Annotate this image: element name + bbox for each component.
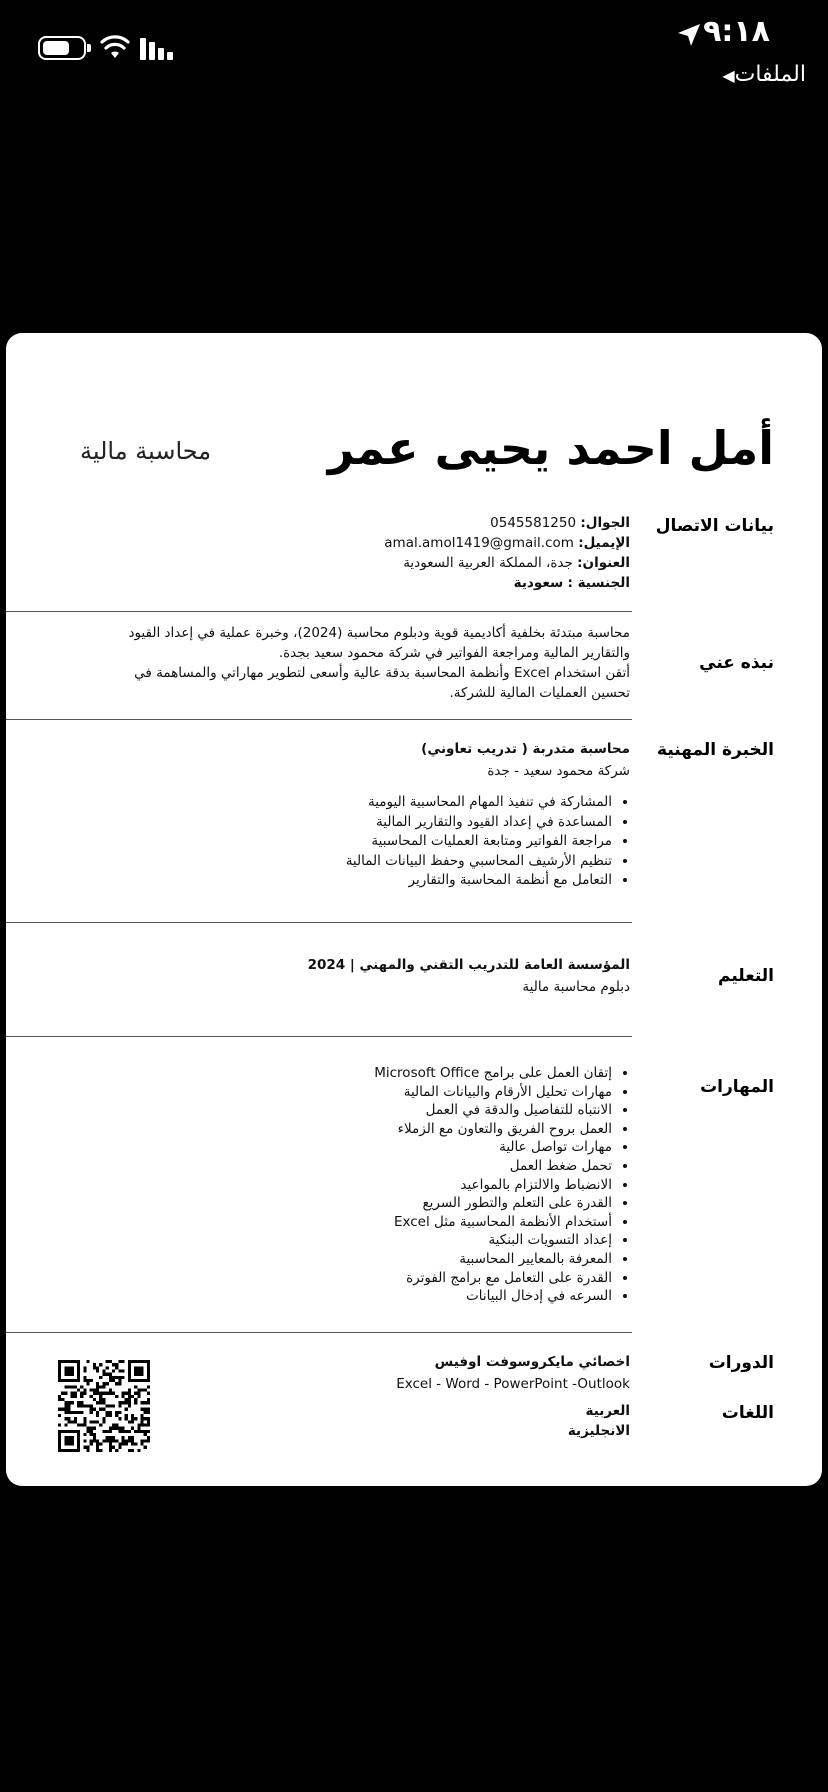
nationality-value: سعودية [513,575,564,591]
status-time: ٩:١٨ [703,14,770,49]
list-item: • مراجعة الفواتير ومتابعة العمليات المحاسبية [346,832,612,852]
list-item: • المساعدة في إعداد القيود والتقارير المالية [346,813,612,833]
divider [6,1332,632,1333]
list-item: • المشاركة في تنفيذ المهام المحاسبية اليومية [346,793,612,813]
courses-section-title: الدورات [708,1353,774,1373]
education-details [308,955,630,997]
language-item: الانجليزية [567,1423,630,1439]
job-position: محاسبة متدربة ( تدريب تعاوني) [421,741,630,757]
address-value: جدة، المملكة العربية السعودية [403,555,573,571]
divider [6,922,632,923]
list-item: • أستخدام الأنظمة المحاسبية مثل Excel [374,1213,612,1232]
education-section-title: التعليم [718,966,774,986]
resume-name: أمل احمد يحيى عمر [327,421,774,475]
about-text: محاسبة مبتدئة بخلفية أكاديمية قوية ودبلوم محاسبة (2024)، وخبرة عملية في إعداد القيود والتقارير المالية ومراجعة الفواتير في شركة محمود سعيد بجدة. أتقن استخدام Excel وأنظمة المحاسبة بدقة عالية وأسعى لتطوير مهاراتي والمساهمة في تحسين العمليات المالية للشركة. [128,625,630,701]
skills-list [374,1064,630,1306]
cellular-signal-icon [140,38,178,60]
languages-section-title: اللغات [721,1403,774,1423]
skills-section-title: المهارات [700,1077,774,1097]
list-item: • إعداد التسويات البنكية [374,1231,612,1250]
list-item: • تحمل ضغط العمل [374,1157,612,1176]
job-duties-list [346,793,630,891]
list-item: • الانضباط والالتزام بالمواعيد [374,1176,612,1195]
nationality-row: الجنسية : سعودية [513,575,630,591]
experience-section-title: الخبرة المهنية [657,740,774,760]
phone-value[interactable]: 0545581250 [490,515,577,531]
list-item: • تنظيم الأرشيف المحاسبي وحفظ البيانات المالية [346,852,612,872]
education-institution: المؤسسة العامة للتدريب التقني والمهني | 2024 [307,957,630,973]
email-value[interactable]: amal.amol1419@gmail.com [384,535,574,551]
wifi-icon [100,34,130,60]
contact-section-title: بيانات الاتصال [655,516,774,536]
course-detail: Excel - Word - PowerPoint -Outlook [396,1376,630,1392]
back-arrow-icon: ◀ [722,66,735,85]
status-bar [0,0,828,100]
email-row: الإيميل: amal.amol1419@gmail.com [384,535,630,551]
language-item: العربية [585,1403,630,1419]
languages-details [568,1401,630,1441]
divider [6,719,632,720]
resume-role: محاسبة مالية [80,437,212,465]
list-item: • إتقان العمل على برامج Microsoft Office [374,1064,612,1083]
qr-code-image[interactable] [58,1360,150,1452]
location-arrow-icon [676,22,702,48]
education-degree: دبلوم محاسبة مالية [522,979,630,995]
phone-row: الجوال: 0545581250 [490,515,630,531]
back-to-files-button[interactable] [716,62,806,87]
resume-document[interactable] [6,333,822,1486]
list-item: • القدرة على التعلم والتطور السريع [374,1194,612,1213]
back-label: الملفات [734,62,806,87]
about-section-title: نبذه عني [699,653,774,673]
list-item: • العمل بروح الفريق والتعاون مع الزملاء [374,1120,612,1139]
list-item: • مهارات تواصل عالية [374,1138,612,1157]
list-item: • السرعه في إدخال البيانات [374,1287,612,1306]
list-item: • الانتباه للتفاصيل والدقة في العمل [374,1101,612,1120]
list-item: • المعرفة بالمعايير المحاسبية [374,1250,612,1269]
divider [6,1036,632,1037]
divider [6,611,632,612]
skills-details [374,1064,630,1306]
list-item: • القدرة على التعامل مع برامج الفوترة [374,1269,612,1288]
course-name: اخصائي مايكروسوفت اوفيس [434,1354,630,1370]
address-row: العنوان: جدة، المملكة العربية السعودية [403,555,630,571]
contact-details [384,513,630,593]
experience-details [346,739,630,891]
list-item: • مهارات تحليل الأرقام والبيانات المالية [374,1083,612,1102]
courses-details [396,1352,630,1394]
battery-icon [38,36,86,60]
job-company: شركة محمود سعيد - جدة [487,763,630,779]
list-item: • التعامل مع أنظمة المحاسبة والتقارير [346,871,612,891]
